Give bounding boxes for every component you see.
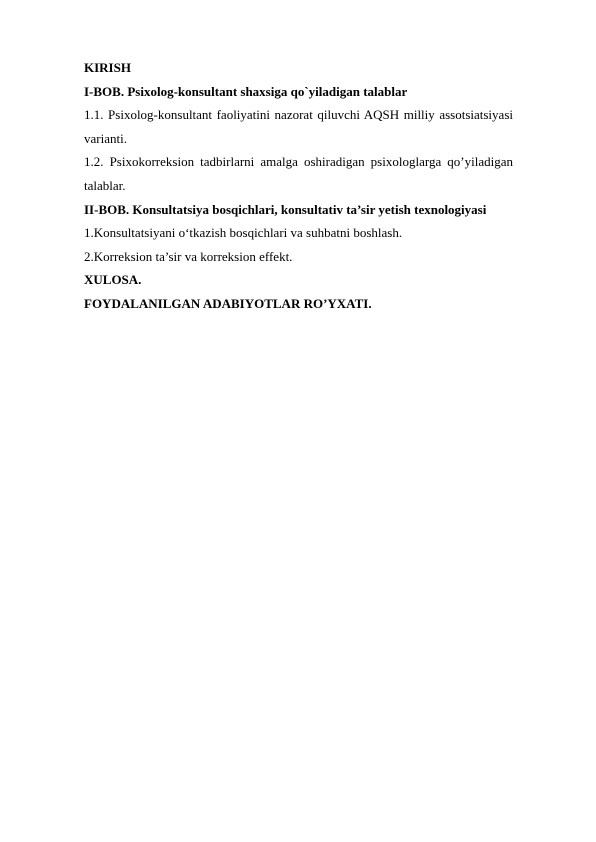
- section-1-1: 1.1. Psixolog-konsultant faoliyatini nazorat qiluvchi AQSH milliy assotsiatsiyasi varianti.: [84, 107, 513, 146]
- table-of-contents: [84, 56, 513, 316]
- chapter-2-title: II-BOB. Konsultatsiya bosqichlari, konsultativ ta’sir yetish texnologiyasi: [84, 201, 487, 217]
- section-1-2: 1.2. Psixokorreksion tadbirlarni amalga oshiradigan psixologlarga qo’yiladigan talablar.: [84, 154, 513, 193]
- section-2-1: 1.Konsultatsiyani o‘tkazish bosqichlari va suhbatni boshlash.: [84, 225, 403, 241]
- conclusion-heading: XULOSA.: [84, 272, 142, 288]
- section-2-2: 2.Korreksion ta’sir va korreksion effekt.: [84, 248, 293, 264]
- chapter-1-title: I-BOB. Psixolog-konsultant shaxsiga qo`yiladigan talablar: [84, 83, 408, 99]
- references-heading: FOYDALANILGAN ADABIYOTLAR RO’YXATI.: [84, 295, 372, 311]
- intro-heading: KIRISH: [84, 60, 131, 75]
